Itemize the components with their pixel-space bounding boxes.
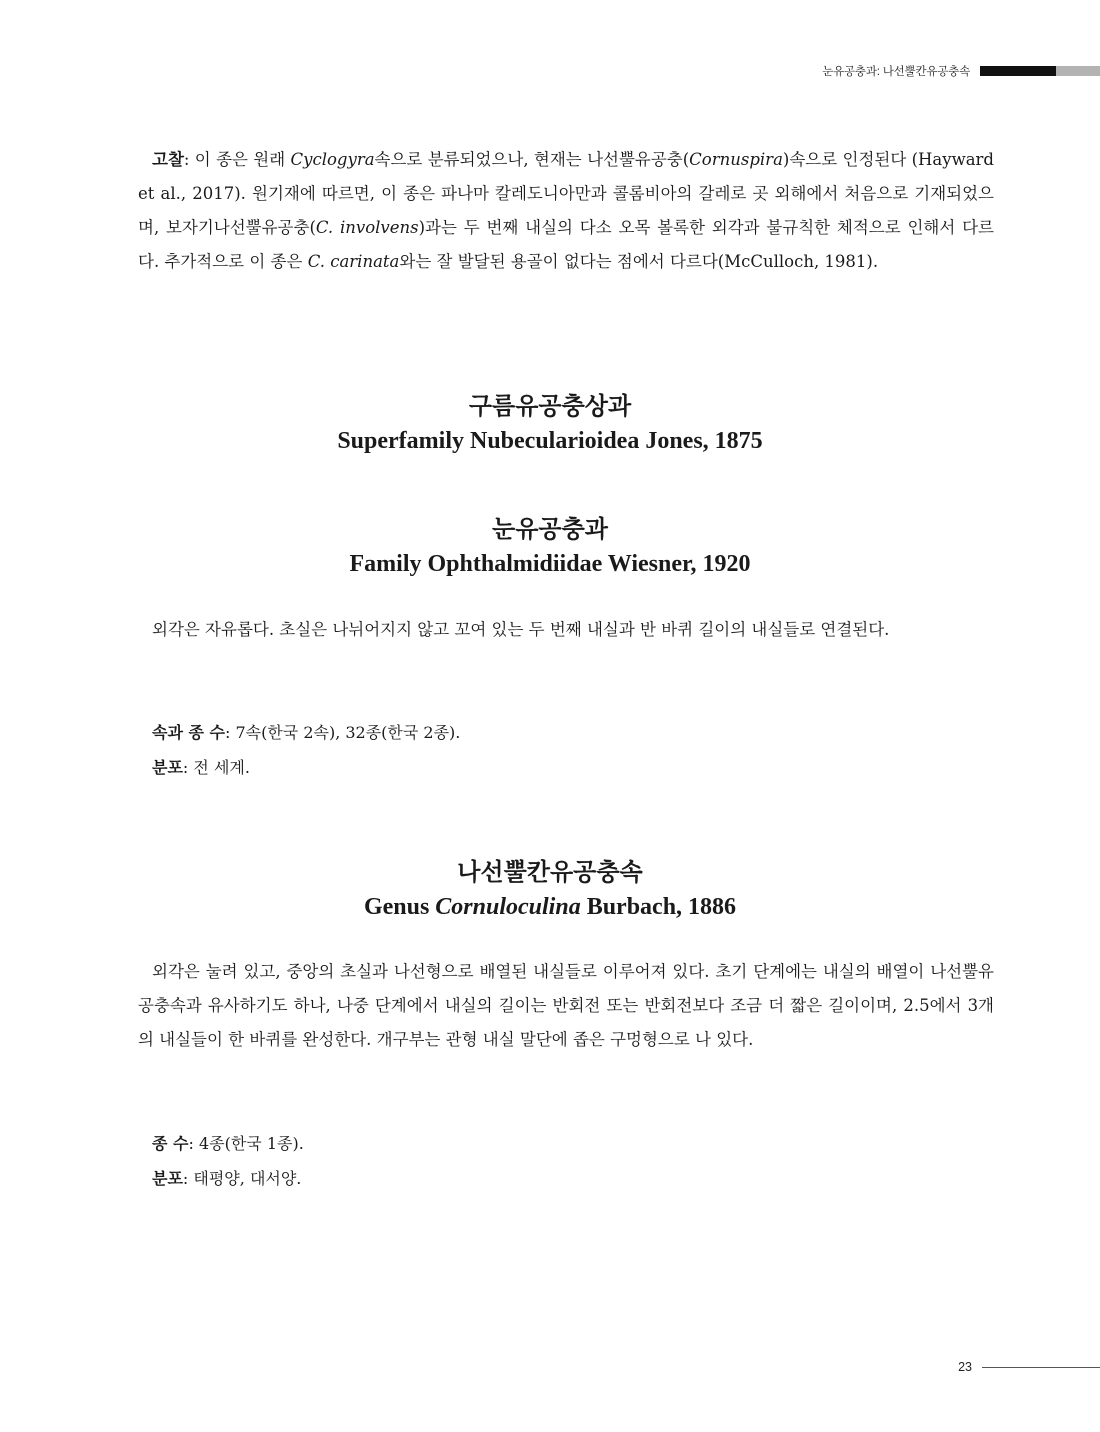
genus-title-suffix: Burbach, 1886 — [580, 894, 737, 920]
species-carinata: C. carinata — [307, 252, 400, 271]
remarks-text-2: 속으로 분류되었으나, 현재는 나선뿔유공충( — [374, 150, 690, 169]
header-bar-light — [1056, 66, 1100, 76]
genus-description: 외각은 눌려 있고, 중앙의 초실과 나선형으로 배열된 내실들로 이루어져 있다. 초기 단계에는 내실의 배열이 나선뿔유공충속과 유사하기도 하나, 나중 단계에서 내실의 길이는 반회전 또는 반회전보다 조금 더 짧은 길이이며, 2.5에서 3개의 내실들이 한 바퀴를 완성한다. 개구부는 관형 내실 말단에 좁은 구멍형으로 나 있다. — [138, 962, 994, 1049]
genus-old: Cyclogyra — [290, 150, 375, 169]
remarks-text-5: 와는 잘 발달된 용골이 없다는 점에서 다르다(McCulloch, 1981). — [399, 252, 879, 271]
genus-count-value: : 4종(한국 1종). — [188, 1134, 304, 1153]
running-title: 눈유공충과: 나선뿔칸유공충속 — [822, 66, 970, 78]
header-bar-dark — [980, 66, 1056, 76]
family-title-ko: 눈유공충과 — [492, 514, 608, 543]
genus-count-label: 종 수 — [152, 1134, 189, 1153]
genus-title-name: Cornuloculina — [435, 894, 581, 920]
remarks-paragraph — [138, 143, 994, 279]
family-count-value: : 7속(한국 2속), 32종(한국 2종). — [224, 723, 461, 742]
family-counts — [152, 722, 460, 744]
remarks-text-3: )속으로 인정된다 (Hayward et al., 2017). 원기재에 따르면, 이 종은 파나마 칼레도니아만과 콜롬비아의 갈레로 곳 외해에서 처음으로 기재되었으며, 보자기나선뿔유공충( — [138, 150, 994, 237]
genus-distribution — [152, 1168, 301, 1190]
genus-title-ko: 나선뿔칸유공충속 — [457, 857, 643, 886]
genus-new: Cornuspira — [689, 150, 783, 169]
remarks-label: 고찰 — [152, 150, 184, 169]
running-header — [822, 63, 1100, 79]
family-distribution — [152, 757, 250, 779]
species-involvens: C. involvens — [315, 218, 419, 237]
superfamily-title-en: Superfamily Nubecularioidea Jones, 1875 — [337, 428, 763, 454]
family-title-en: Family Ophthalmidiidae Wiesner, 1920 — [349, 551, 751, 577]
footer-rule — [982, 1367, 1100, 1368]
family-count-label: 속과 종 수 — [152, 723, 225, 742]
genus-dist-value: : 태평양, 대서양. — [182, 1169, 302, 1188]
family-description: 외각은 자유롭다. 초실은 나뉘어지지 않고 꼬여 있는 두 번째 내실과 반 바퀴 길이의 내실들로 연결된다. — [152, 620, 890, 639]
genus-title-en — [0, 892, 1100, 922]
superfamily-title-ko: 구름유공충상과 — [468, 391, 632, 420]
genus-counts — [152, 1133, 304, 1155]
remarks-text-4: )과는 두 번째 내실의 다소 오목 볼록한 외각과 불규칙한 체적으로 인해서 다르다. 추가적으로 이 종은 — [138, 218, 994, 271]
family-dist-value: : 전 세계. — [182, 758, 250, 777]
page-footer — [958, 1360, 1100, 1374]
page-number: 23 — [958, 1360, 972, 1374]
genus-dist-label: 분포 — [152, 1169, 183, 1188]
genus-title-prefix: Genus — [363, 894, 436, 920]
remarks-text-1: : 이 종은 원래 — [183, 150, 291, 169]
family-dist-label: 분포 — [152, 758, 183, 777]
